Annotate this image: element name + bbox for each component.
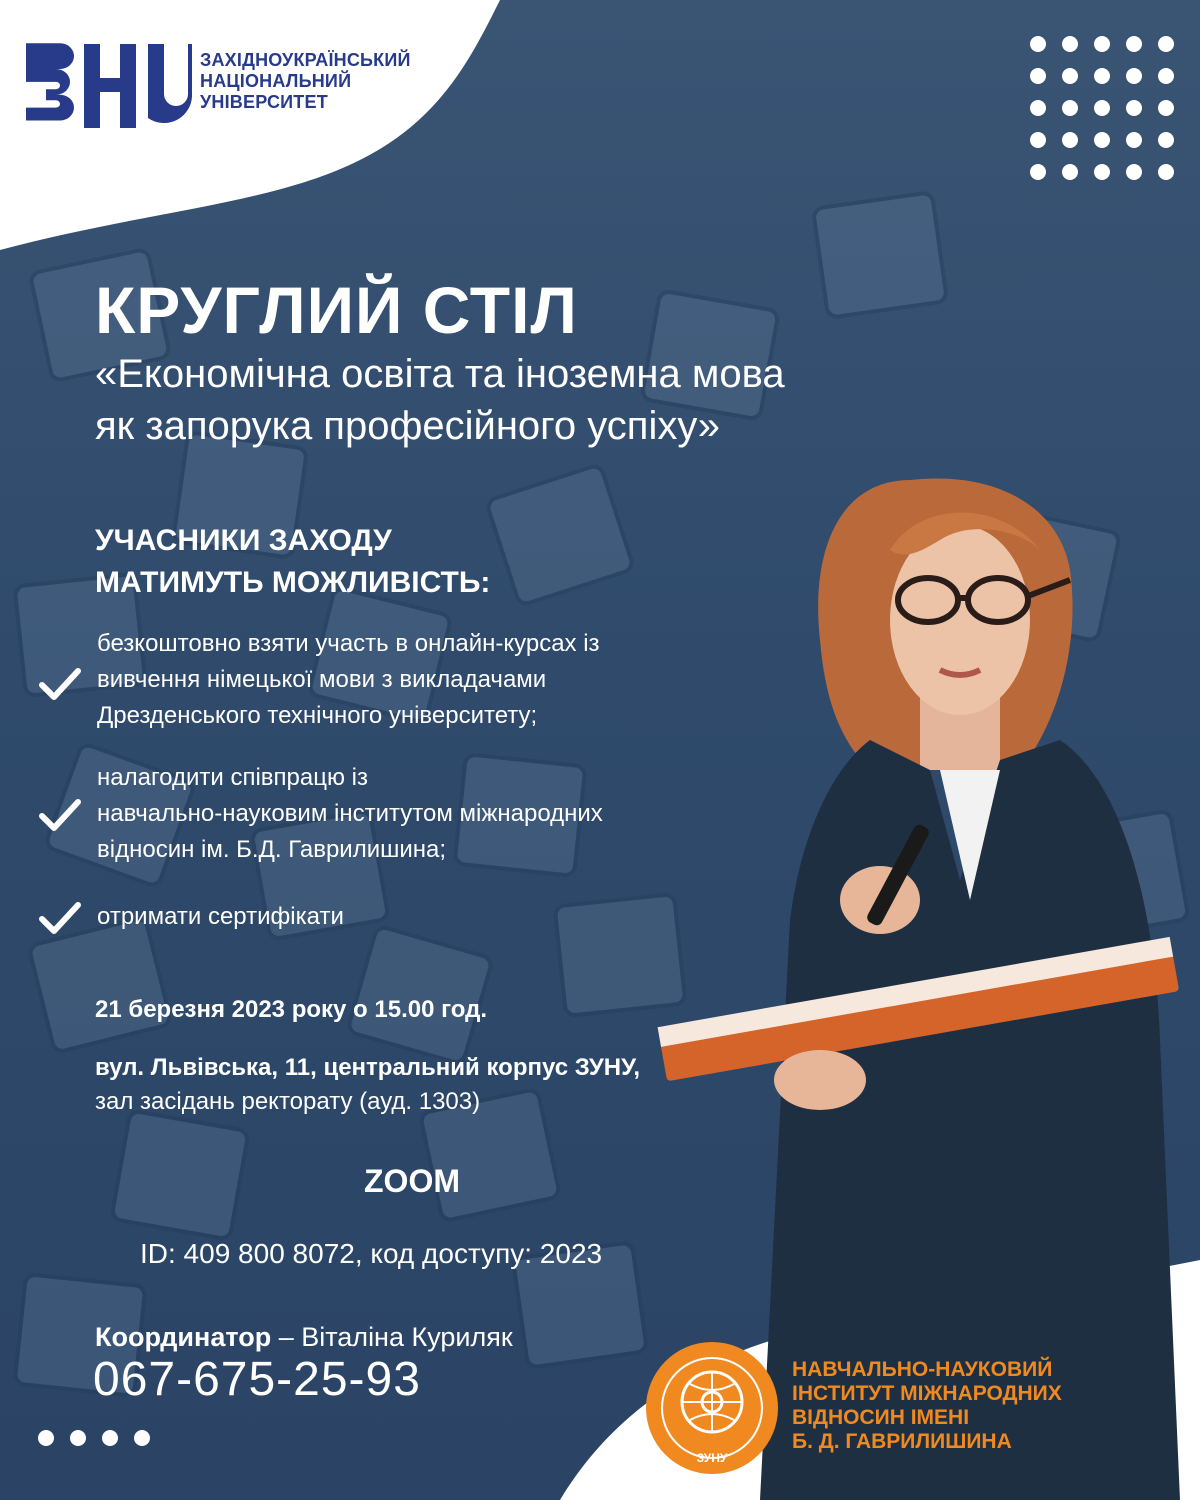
list-item-line: навчально-науковим інститутом міжнародних	[97, 800, 603, 827]
participants-heading-line: УЧАСНИКИ ЗАХОДУ	[95, 524, 392, 557]
list-item-line: вивчення німецької мови з викладачами	[97, 666, 547, 693]
dot	[1126, 164, 1142, 180]
participants-heading	[95, 520, 490, 604]
dot	[1062, 164, 1078, 180]
list-item-line: налагодити співпрацю із	[97, 764, 368, 791]
zoom-label: ZOOM	[364, 1163, 460, 1199]
event-subtitle	[95, 348, 785, 452]
dot	[1094, 68, 1110, 84]
list-item	[97, 626, 600, 734]
event-subtitle-line: «Економічна освіта та іноземна мова	[95, 352, 785, 396]
list-item	[97, 760, 603, 868]
event-date: 21 березня 2023 року о 15.00 год.	[95, 996, 488, 1023]
event-subtitle-line: як запорука професійного успіху»	[95, 404, 721, 448]
dot	[1062, 100, 1078, 116]
dot	[1126, 100, 1142, 116]
dot	[1030, 68, 1046, 84]
list-item	[97, 899, 344, 935]
dot	[1062, 68, 1078, 84]
dot	[1094, 164, 1110, 180]
institute-emblem	[642, 1338, 782, 1478]
coordinator-name: – Віталіна Куриляк	[271, 1322, 513, 1352]
dot	[70, 1430, 86, 1446]
dot	[1094, 132, 1110, 148]
event-address: вул. Львівська, 11, центральний корпус ЗУНУ,	[95, 1054, 641, 1081]
university-name	[200, 50, 411, 113]
dot	[1126, 132, 1142, 148]
institute-name-line: Б. Д. ГАВРИЛИШИНА	[792, 1430, 1012, 1453]
dot	[134, 1430, 150, 1446]
dot	[102, 1430, 118, 1446]
dot	[1158, 164, 1174, 180]
dot	[1158, 68, 1174, 84]
institute-name-line: ІНСТИТУТ МІЖНАРОДНИХ	[792, 1382, 1062, 1405]
dot	[1158, 100, 1174, 116]
check-icon	[38, 667, 82, 701]
institute-name	[792, 1358, 1062, 1454]
dot	[1062, 36, 1078, 52]
contact-phone: 067-675-25-93	[93, 1353, 421, 1406]
institute-emblem-text: ЗУНУ	[696, 1451, 728, 1465]
university-logo	[22, 40, 192, 132]
institute-name-line: ВІДНОСИН ІМЕНІ	[792, 1406, 970, 1429]
coordinator	[95, 1322, 513, 1353]
dot	[38, 1430, 54, 1446]
check-icon	[38, 798, 82, 832]
institute-name-line: НАВЧАЛЬНО-НАУКОВИЙ	[792, 1358, 1053, 1381]
university-name-line: УНІВЕРСИТЕТ	[200, 92, 328, 112]
event-room: зал засідань ректорату (ауд. 1303)	[95, 1088, 481, 1115]
dot	[1158, 36, 1174, 52]
dot	[1126, 36, 1142, 52]
university-name-line: НАЦІОНАЛЬНИЙ	[200, 71, 352, 91]
list-item-line: відносин ім. Б.Д. Гаврилишина;	[97, 836, 447, 863]
dot	[1062, 132, 1078, 148]
coordinator-role: Координатор	[95, 1322, 272, 1352]
zoom-id: ID: 409 800 8072, код доступу: 2023	[140, 1238, 603, 1269]
dot	[1094, 36, 1110, 52]
list-item-line: безкоштовно взяти участь в онлайн-курсах із	[97, 630, 600, 657]
university-name-line: ЗАХІДНОУКРАЇНСЬКИЙ	[200, 50, 411, 70]
event-title: КРУГЛИЙ СТІЛ	[95, 273, 578, 347]
dot	[1158, 132, 1174, 148]
dot	[1030, 36, 1046, 52]
dot	[1030, 100, 1046, 116]
list-item-line: отримати сертифікати	[97, 903, 344, 930]
dot	[1126, 68, 1142, 84]
list-item-line: Дрезденського технічного університету;	[97, 702, 538, 729]
check-icon	[38, 901, 82, 935]
dot	[1094, 100, 1110, 116]
dot	[1030, 132, 1046, 148]
participants-heading-line: МАТИМУТЬ МОЖЛИВІСТЬ:	[95, 566, 491, 599]
dot	[1030, 164, 1046, 180]
